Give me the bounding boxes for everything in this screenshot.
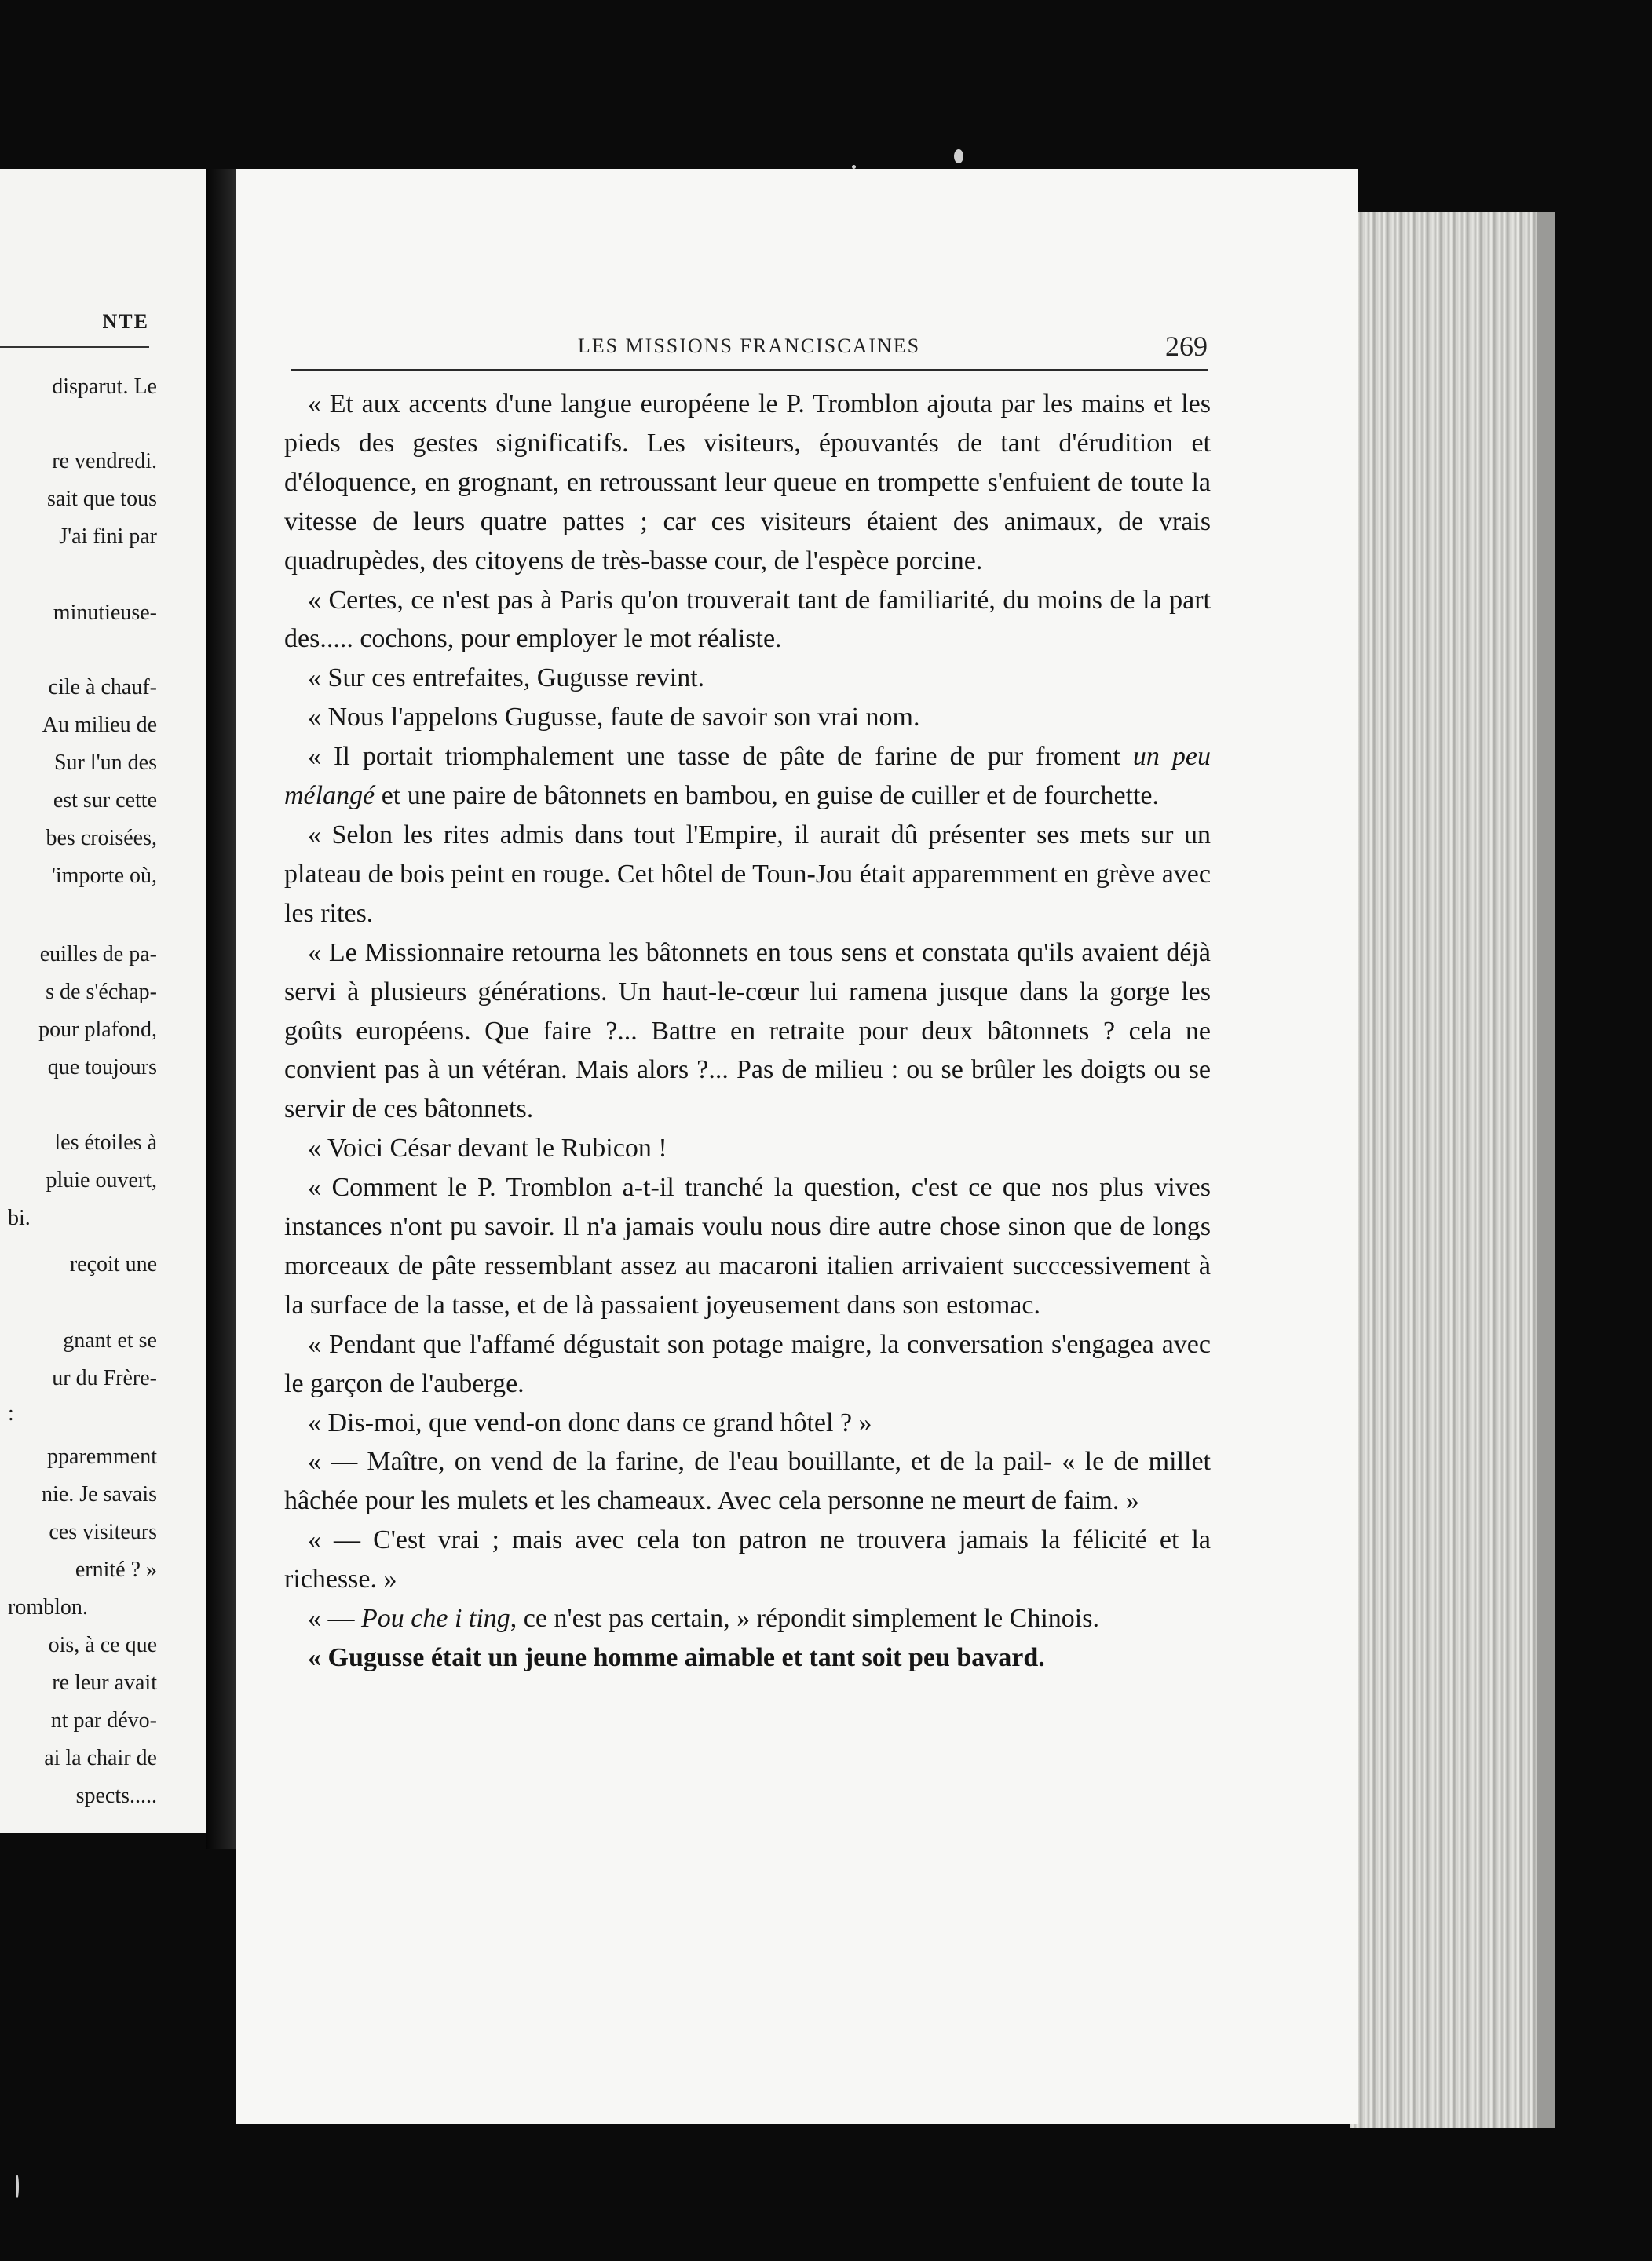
paragraph: « Pendant que l'affamé dégustait son potage maigre, la conversation s'engagea avec le garçon de l'auberge. (284, 1329, 1211, 1398)
paragraph (284, 737, 1211, 816)
left-fragment: re leur avait (52, 1671, 157, 1695)
page-number: 269 (1165, 331, 1208, 362)
left-fragment: spects..... (75, 1784, 157, 1808)
paragraph: « Dis-moi, que vend-on donc dans ce grand hôtel ? » (308, 1408, 872, 1437)
left-fragment: euilles de pa- (39, 942, 157, 966)
dust-speck (954, 149, 963, 163)
left-fragment: disparut. Le (52, 374, 157, 399)
paragraph: « Selon les rites admis dans tout l'Empire, il aurait dû présenter ses mets sur un plateau de bois peint en rouge. Cet hôtel de Toun-Jou était apparemment en grève avec les rites. (284, 820, 1211, 928)
left-fragment: ur du Frère- (52, 1366, 157, 1390)
paragraph: « Le Missionnaire retourna les bâtonnets en tous sens et constata qu'ils avaient déjà servi à plusieurs générations. Un haut-le-cœur lui ramena jusque dans la gorge les goûts européens. Que faire ?... Battre en retraite pour deux bâtonnets ? cela ne convient pas à un vétéran. Mais alors ?... Pas de milieu : ou se brûler les doigts ou se servir de ces bâtonnets. (284, 937, 1211, 1124)
italic-phrase: un peu mélangé (284, 742, 1211, 811)
left-fragment: cile à chauf- (48, 675, 157, 699)
left-fragment: pluie ouvert, (46, 1168, 157, 1193)
paragraph: « Nous l'appelons Gugusse, faute de savoir son vrai nom. (308, 703, 920, 732)
left-fragment: : (8, 1401, 14, 1426)
dust-speck (852, 165, 856, 169)
paragraph-text: et une paire de bâtonnets en bambou, en guise de cuiller et de fourchette. (375, 781, 1160, 811)
left-fragment: pparemment (47, 1445, 157, 1469)
paragraph (284, 1599, 1211, 1638)
body-text (284, 385, 1211, 1678)
left-fragment: romblon. (8, 1595, 88, 1620)
paragraph: « — Maître, on vend de la farine, de l'eau bouillante, et de la pail- « le de millet hâchée pour les mulets et les chameaux. Avec cela personne ne meurt de faim. » (284, 1447, 1211, 1516)
book-gutter (206, 169, 236, 1849)
paragraph: « Sur ces entrefaites, Gugusse revint. (308, 663, 705, 693)
paragraph-text: , ce n'est pas certain, » répondit simplement le Chinois. (510, 1604, 1099, 1634)
left-page (0, 169, 206, 1833)
left-fragment: sait que tous (47, 487, 157, 511)
left-fragment: ernité ? » (75, 1558, 157, 1582)
running-title: LES MISSIONS FRANCISCAINES (577, 334, 921, 357)
running-header (291, 330, 1208, 371)
left-fragment: les étoiles à (54, 1130, 157, 1155)
left-fragment: 'importe où, (51, 864, 157, 888)
left-fragment: que toujours (47, 1055, 157, 1079)
left-fragment: nt par dévo- (50, 1708, 157, 1733)
left-fragment: Au milieu de (42, 713, 157, 737)
left-fragment: Sur l'un des (53, 751, 157, 775)
left-fragment: ces visiteurs (49, 1520, 157, 1544)
left-fragment: J'ai fini par (59, 524, 157, 549)
left-fragment: nie. Je savais (42, 1482, 157, 1507)
left-page-header: NTE (0, 310, 149, 348)
left-fragment: ai la chair de (44, 1746, 157, 1770)
left-fragment: bes croisées, (46, 826, 157, 850)
right-page (236, 169, 1358, 2124)
paragraph: « Voici César devant le Rubicon ! (308, 1134, 667, 1163)
left-fragment: minutieuse- (53, 601, 157, 625)
paragraph-text: « — (308, 1604, 361, 1634)
left-fragment: est sur cette (53, 788, 157, 813)
paragraph-text: « Il portait triomphalement une tasse de pâte de farine de pur froment (308, 742, 1133, 772)
dust-speck (16, 2175, 19, 2198)
paragraph: « — C'est vrai ; mais avec cela ton patron ne trouvera jamais la félicité et la richesse. » (284, 1525, 1211, 1594)
paragraph: « Et aux accents d'une langue européene le P. Tromblon ajouta par les mains et les pieds des gestes significatifs. Les visiteurs, épouvantés de tant d'érudition et d'éloquence, en grognant, en retroussant leur queue en trompette s'enfuient de toute la vitesse de leurs quatre pattes ; car ces visiteurs étaient des animaux, de vrais quadrupèdes, des citoyens de très-basse cour, de l'espèce porcine. (284, 389, 1211, 575)
left-fragment: gnant et se (63, 1328, 157, 1353)
paragraph: « Certes, ce n'est pas à Paris qu'on trouverait tant de familiarité, du moins de la part des..... cochons, pour employer le mot réaliste. (284, 585, 1211, 654)
left-fragment: bi. (8, 1206, 31, 1230)
left-fragment: pour plafond, (38, 1017, 157, 1042)
paragraph: « Gugusse était un jeune homme aimable et tant soit peu bavard. (308, 1643, 1045, 1672)
left-fragment: ois, à ce que (48, 1633, 157, 1657)
paragraph: « Comment le P. Tromblon a-t-il tranché la question, c'est ce que nos plus vives instances n'ont pu savoir. Il n'a jamais voulu nous dire autre chose sinon que de longs morceaux de pâte ressemblant assez au macaroni italien arrivaient succcessivement à la surface de la tasse, et de là passaient joyeusement dans son estomac. (284, 1173, 1211, 1320)
italic-phrase: Pou che i ting (361, 1604, 510, 1634)
left-fragment: s de s'échap- (46, 980, 157, 1004)
left-fragment: re vendredi. (52, 449, 157, 473)
left-fragment: reçoit une (69, 1252, 157, 1277)
page-edges (1350, 212, 1555, 2128)
